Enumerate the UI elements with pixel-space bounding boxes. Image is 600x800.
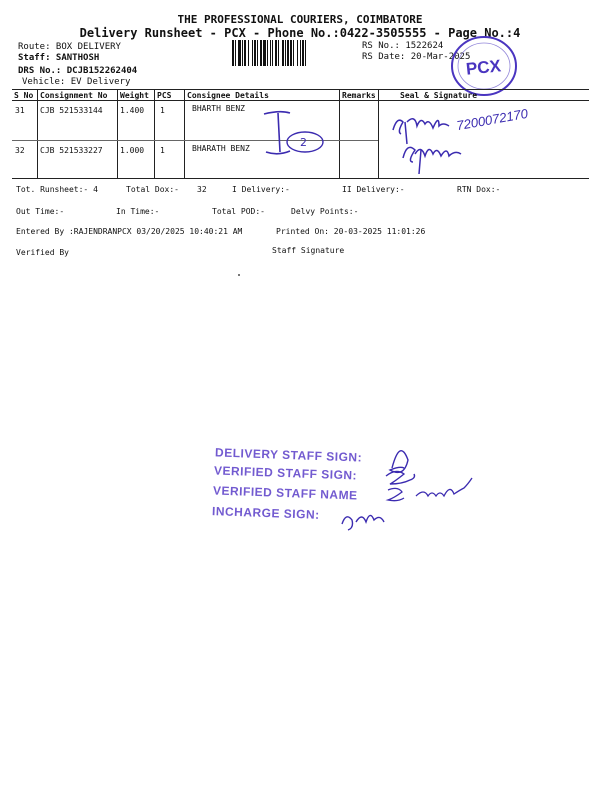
col-header-signature: Seal & Signature: [400, 91, 478, 100]
handwritten-phone: 7200072170: [455, 105, 530, 134]
stamp-verified-sign: VERIFIED STAFF SIGN:: [213, 463, 358, 483]
out-time: Out Time:-: [16, 207, 65, 216]
row-consignment: CJB 521533144: [40, 106, 103, 115]
table-bottom-rule: [12, 178, 589, 179]
col-divider: [117, 89, 118, 178]
svg-text:2: 2: [300, 136, 307, 149]
pcx-stamp-text: PCX: [465, 56, 502, 79]
verified-by: Verified By: [16, 248, 69, 257]
row-consignment: CJB 521533227: [40, 146, 103, 155]
col-header-pcs: PCS: [157, 91, 172, 100]
col-divider: [37, 89, 38, 178]
delvy-points: Delvy Points:-: [291, 207, 359, 216]
runsheet-title: Delivery Runsheet - PCX - Phone No.:0422-3505555 - Page No.:4: [79, 26, 521, 40]
in-time: In Time:-: [116, 207, 160, 216]
printed-on: Printed On: 20-03-2025 11:01:26: [276, 227, 426, 236]
col-divider: [154, 89, 155, 178]
total-pod: Total POD:-: [212, 207, 265, 216]
total-dox-value: 32: [197, 185, 207, 194]
handwritten-mark: [260, 108, 340, 163]
row-weight: 1.400: [120, 106, 145, 115]
vehicle-label: Vehicle: EV Delivery: [22, 77, 131, 87]
tot-runsheet: Tot. Runsheet:- 4: [16, 185, 98, 194]
row-sno: 31: [15, 106, 25, 115]
col-header-weight: Weight: [120, 91, 149, 100]
staff-signature: Staff Signature: [272, 246, 345, 255]
row-pcs: 1: [160, 146, 165, 155]
col-divider: [378, 89, 379, 178]
entered-by: Entered By :RAJENDRANPCX 03/20/2025 10:40:21 AM: [16, 227, 243, 236]
staff-label: Staff: SANTHOSH: [18, 53, 100, 63]
rs-number: RS No.: 1522624: [362, 41, 444, 51]
stamp-verified-name: VERIFIED STAFF NAME: [212, 483, 358, 503]
row-pcs: 1: [160, 106, 165, 115]
company-name: THE PROFESSIONAL COURIERS, COIMBATORE: [177, 13, 423, 26]
table-header-rule: [12, 100, 589, 101]
drs-number: DRS No.: DCJB152262404: [18, 66, 138, 76]
total-dox-label: Total Dox:-: [126, 185, 179, 194]
col-divider: [184, 89, 185, 178]
col-header-remarks: Remarks: [342, 91, 376, 100]
col-header-consignment: Consignment No: [40, 91, 108, 100]
row-weight: 1.000: [120, 146, 145, 155]
stamp-incharge-sign: INCHARGE SIGN:: [211, 504, 320, 522]
row-consignee: BHARTH BENZ: [192, 104, 245, 113]
route-label: Route: BOX DELIVERY: [18, 42, 121, 52]
barcode: [232, 40, 357, 66]
stamp-signatures: [330, 428, 500, 538]
rs-date: RS Date: 20-Mar-2025: [362, 52, 471, 62]
signature-image: [385, 100, 485, 180]
ii-delivery: II Delivery:-: [342, 185, 405, 194]
i-delivery: I Delivery:-: [232, 185, 290, 194]
col-header-consignee: Consignee Details: [187, 91, 269, 100]
speck: [238, 274, 240, 276]
table-top-rule: [12, 89, 589, 90]
col-header-sno: S No: [14, 91, 34, 100]
stamp-delivery-staff-sign: DELIVERY STAFF SIGN:: [214, 445, 363, 465]
rtn-dox: RTN Dox:-: [457, 185, 501, 194]
row-sno: 32: [15, 146, 25, 155]
row-consignee: BHARATH BENZ: [192, 144, 250, 153]
